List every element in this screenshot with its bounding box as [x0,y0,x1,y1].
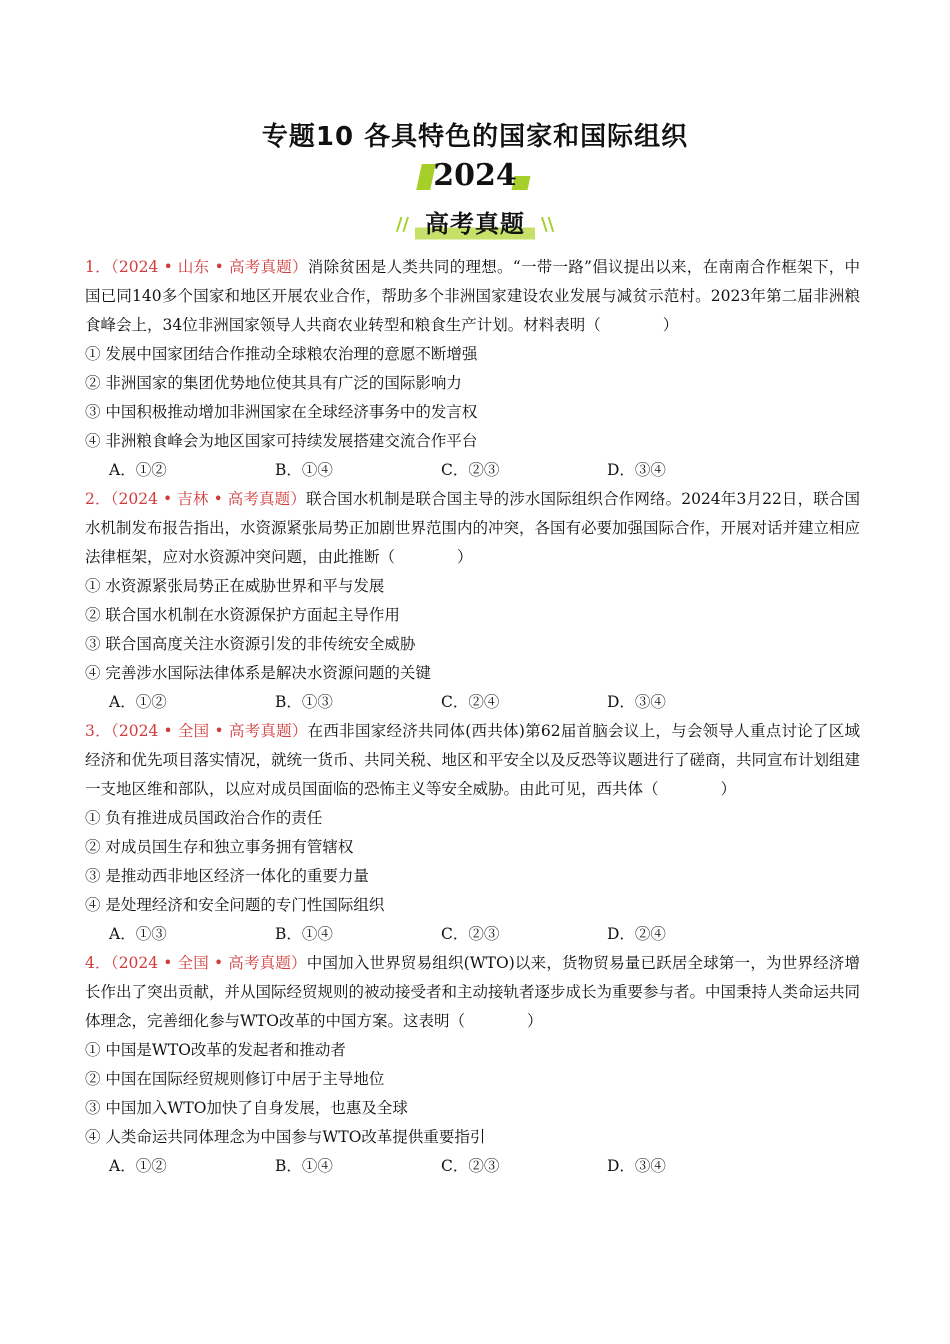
choice-a[interactable]: A．①② [109,693,167,711]
option-item: ③ 中国加入WTO加快了自身发展，也惠及全球 [85,1099,408,1117]
question-2-stem [85,485,860,572]
answer-choices [85,1152,860,1181]
option-item: ④ 人类命运共同体理念为中国参与WTO改革提供重要指引 [85,1128,486,1146]
answer-choices [85,456,860,485]
badge-label: 高考真题 [415,202,535,243]
question-1 [85,253,860,485]
question-number: 4． [85,954,111,972]
option-item: ④ 是处理经济和安全问题的专门性国际组织 [85,896,385,914]
choice-b[interactable]: B．①④ [275,925,333,943]
question-1-stem [85,253,860,340]
question-number: 1． [85,258,111,276]
question-4 [85,949,860,1181]
choice-c[interactable]: C．②③ [441,1157,500,1175]
question-list [85,253,860,1181]
question-source: （2024 • 全国 • 高考真题） [110,954,307,972]
question-stem-text: 联合国水机制是联合国主导的涉水国际组织合作网络。2024年3月22日，联合国水机制发布报告指出，水资源紧张局势正加剧世界范围内的冲突，各国有必要加强国际合作，开展对话并建立相应法律框架，应对水资源冲突问题，由此推断（ ） [85,490,861,566]
choice-d[interactable]: D．③④ [607,693,666,711]
option-item: ① 负有推进成员国政治合作的责任 [85,809,323,827]
option-item: ④ 完善涉水国际法律体系是解决水资源问题的关键 [85,664,431,682]
choice-c[interactable]: C．②③ [441,461,500,479]
choice-a[interactable]: A．①③ [109,925,167,943]
year-banner [0,158,950,193]
badge-slash-left: // [395,214,409,235]
choice-d[interactable]: D．③④ [607,461,666,479]
choice-d[interactable]: D．③④ [607,1157,666,1175]
choice-b[interactable]: B．①④ [275,1157,333,1175]
choice-a[interactable]: A．①② [109,1157,167,1175]
question-number: 2． [85,490,111,508]
choice-d[interactable]: D．②④ [607,925,666,943]
choice-c[interactable]: C．②④ [441,693,500,711]
badge-slash-right: \\ [541,214,555,235]
option-item: ④ 非洲粮食峰会为地区国家可持续发展搭建交流合作平台 [85,432,478,450]
question-3 [85,717,860,949]
choice-c[interactable]: C．②③ [441,925,500,943]
option-item: ① 发展中国家团结合作推动全球粮农治理的意愿不断增强 [85,345,478,363]
option-item: ② 对成员国生存和独立事务拥有管辖权 [85,838,354,856]
section-badge [0,202,950,243]
question-number: 3． [85,722,111,740]
question-stem-text: 中国加入世界贸易组织(WTO)以来，货物贸易量已跃居全球第一，为世界经济增长作出了突出贡献，并从国际经贸规则的被动接受者和主动接轨者逐步成长为重要参与者。中国秉持人类命运共同体理念，完善细化参与WTO改革的中国方案。这表明（ ） [85,954,861,1030]
choice-b[interactable]: B．①④ [275,461,333,479]
answer-choices [85,688,860,717]
option-item: ③ 中国积极推动增加非洲国家在全球经济事务中的发言权 [85,403,478,421]
question-stem-text: 消除贫困是人类共同的理想。“一带一路”倡议提出以来，在南南合作框架下，中国已同140多个国家和地区开展农业合作，帮助多个非洲国家建设农业发展与减贫示范村。2023年第二届非洲粮食峰会上，34位非洲国家领导人共商农业转型和粮食生产计划。材料表明（ ） [85,258,860,334]
answer-choices [85,920,860,949]
question-4-stem [85,949,860,1036]
option-item: ② 联合国水机制在水资源保护方面起主导作用 [85,606,400,624]
option-item: ① 水资源紧张局势正在威胁世界和平与发展 [85,577,385,595]
year-text: 2024 [433,158,517,193]
question-2 [85,485,860,717]
question-stem-text: 在西非国家经济共同体(西共体)第62届首脑会议上，与会领导人重点讨论了区域经济和优先项目落实情况，就统一货币、共同关税、地区和平安全以及反恐等议题进行了磋商，共同宣布计划组建一支地区维和部队，以应对成员国面临的恐怖主义等安全威胁。由此可见，西共体（ ） [85,722,861,798]
question-source: （2024 • 吉林 • 高考真题） [110,490,306,508]
question-source: （2024 • 全国 • 高考真题） [110,722,308,740]
option-item: ③ 联合国高度关注水资源引发的非传统安全威胁 [85,635,416,653]
page-title: 专题10 各具特色的国家和国际组织 [261,122,689,152]
question-3-stem [85,717,860,804]
option-item: ② 中国在国际经贸规则修订中居于主导地位 [85,1070,385,1088]
question-source: （2024 • 山东 • 高考真题） [110,258,308,276]
choice-a[interactable]: A．①② [109,461,167,479]
choice-b[interactable]: B．①③ [275,693,333,711]
option-item: ② 非洲国家的集团优势地位使其具有广泛的国际影响力 [85,374,462,392]
option-item: ③ 是推动西非地区经济一体化的重要力量 [85,867,369,885]
option-item: ① 中国是WTO改革的发起者和推动者 [85,1041,346,1059]
year-label [429,158,521,193]
